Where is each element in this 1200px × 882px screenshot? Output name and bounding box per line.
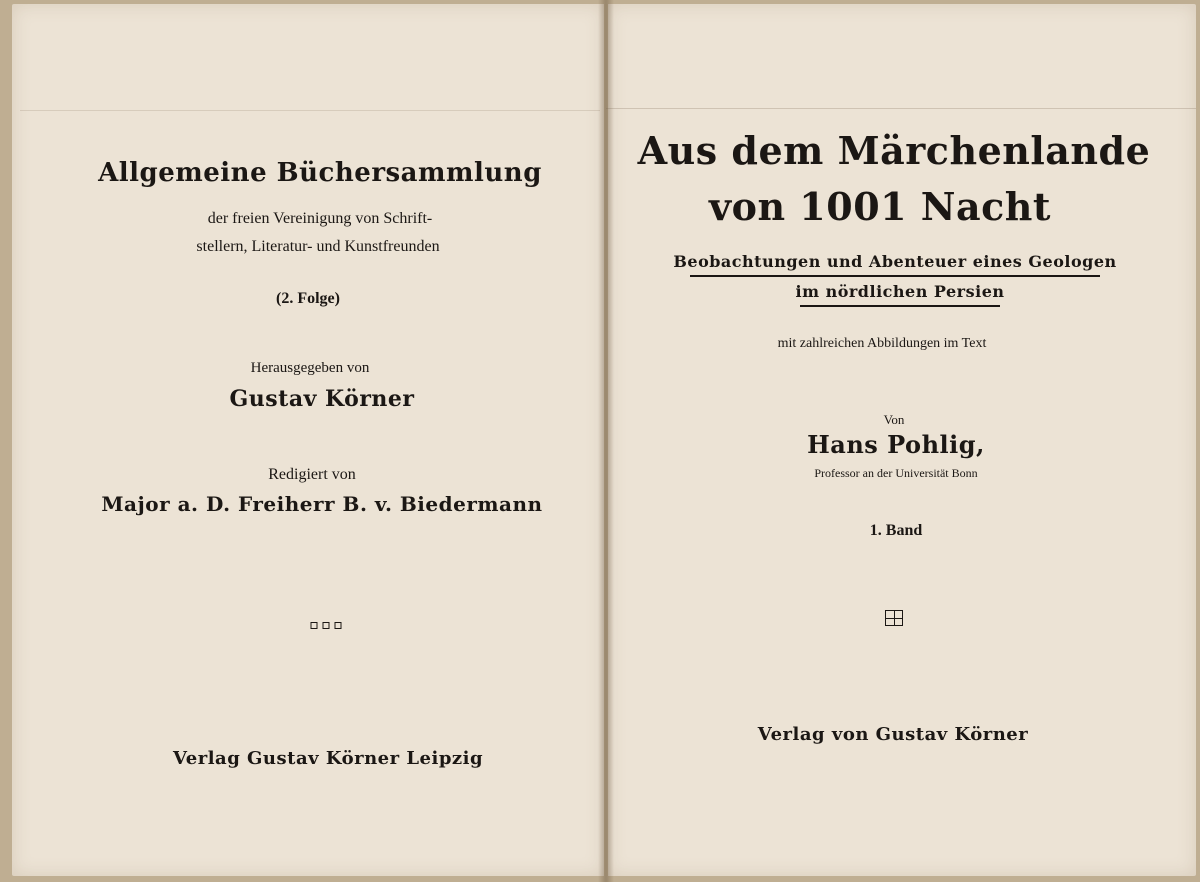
four-square-ornament — [885, 610, 903, 626]
book-subtitle-line2: im nördlichen Persien — [795, 282, 1005, 301]
book-title-line1: Aus dem Märchenlande — [637, 128, 1151, 173]
by-label: Von — [883, 412, 905, 427]
book-gutter — [598, 0, 614, 882]
redactor-name: Major a. D. Freiherr B. v. Biedermann — [101, 492, 543, 516]
series-subtitle-line2: stellern, Literatur- und Kunstfreunden — [196, 238, 440, 255]
left-page — [12, 4, 604, 876]
leaf-edge-right — [606, 108, 1196, 109]
series-subtitle-line1: der freien Vereinigung von Schrift- — [207, 210, 433, 227]
right-publisher-line: Verlag von Gustav Körner — [757, 724, 1029, 745]
subtitle-underline-1 — [690, 275, 1100, 277]
edited-by-label: Herausgegeben von — [250, 360, 370, 376]
left-publisher-line: Verlag Gustav Körner Leipzig — [172, 748, 484, 769]
volume-label: 1. Band — [869, 522, 923, 539]
redacted-by-label: Redigiert von — [268, 466, 356, 483]
three-squares-ornament — [311, 622, 342, 629]
series-title: Allgemeine Büchersammlung — [98, 158, 542, 188]
book-title-line2: von 1001 Nacht — [709, 184, 1051, 229]
author-name: Hans Pohlig, — [807, 430, 985, 459]
illustrations-note: mit zahlreichen Abbildungen im Text — [777, 336, 987, 351]
author-position: Professor an der Universität Bonn — [814, 466, 978, 480]
leaf-edge-left — [20, 110, 600, 111]
editor-name: Gustav Körner — [229, 386, 415, 412]
series-number: (2. Folge) — [276, 290, 340, 307]
subtitle-underline-2 — [800, 305, 1000, 307]
book-subtitle-line1: Beobachtungen und Abenteuer eines Geologen — [673, 252, 1117, 271]
